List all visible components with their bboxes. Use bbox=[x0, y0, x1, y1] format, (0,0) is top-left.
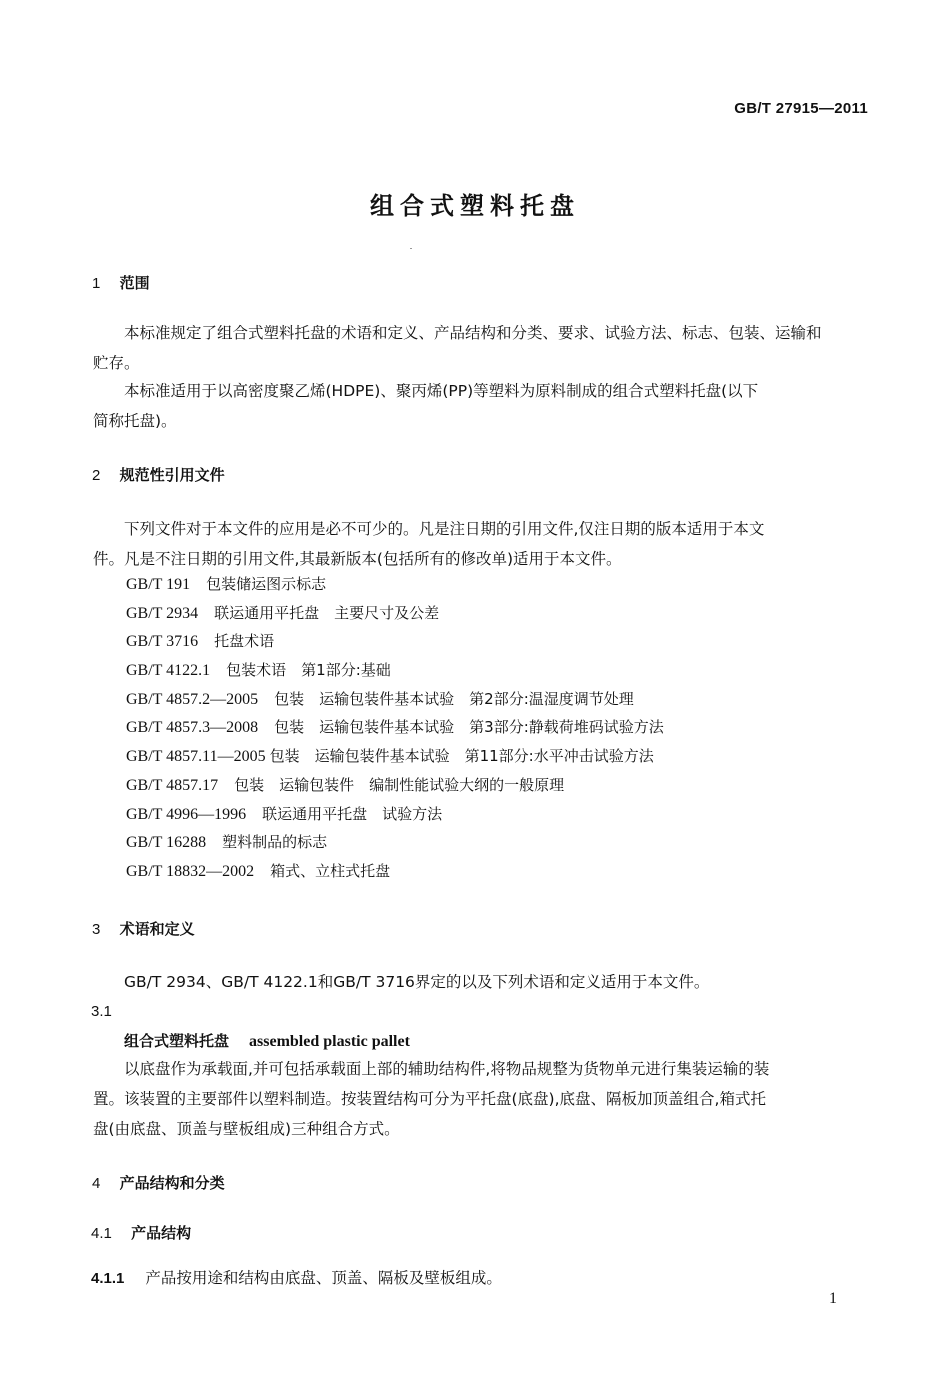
reference-code: GB/T 18832—2002 bbox=[126, 862, 255, 880]
section-title: 规范性引用文件 bbox=[119, 466, 225, 484]
term-entry bbox=[124, 1030, 410, 1051]
section-2-intro bbox=[93, 514, 873, 574]
reference-item bbox=[126, 599, 664, 628]
section-number: 2 bbox=[92, 467, 101, 484]
term-definition bbox=[93, 1054, 873, 1144]
reference-code: GB/T 4996—1996 bbox=[126, 805, 247, 823]
section-4-heading bbox=[92, 1172, 225, 1193]
section-3-heading bbox=[92, 918, 195, 939]
paragraph-line: 简称托盘)。 bbox=[93, 412, 177, 430]
reference-code: GB/T 3716 bbox=[126, 633, 199, 651]
normative-references-list bbox=[126, 570, 664, 886]
paragraph-line: 件。凡是不注日期的引用文件,其最新版本(包括所有的修改单)适用于本文件。 bbox=[93, 550, 622, 568]
reference-code: GB/T 191 bbox=[126, 576, 191, 593]
reference-title: 箱式、立柱式托盘 bbox=[270, 861, 391, 880]
section-title: 术语和定义 bbox=[119, 920, 195, 938]
section-1-paragraph-2 bbox=[93, 376, 873, 436]
reference-code: GB/T 4122.1 bbox=[126, 662, 211, 680]
term-english: assembled plastic pallet bbox=[249, 1033, 410, 1050]
reference-item bbox=[126, 627, 664, 656]
reference-item bbox=[126, 771, 664, 800]
reference-title: 包装 运输包装件基本试验 第3部分:静载荷堆码试验方法 bbox=[274, 718, 664, 737]
reference-item bbox=[126, 570, 664, 599]
reference-title: 包装术语 第1部分:基础 bbox=[226, 661, 391, 680]
reference-title: 包装 运输包装件基本试验 第11部分:水平冲击试验方法 bbox=[269, 747, 654, 766]
reference-code: GB/T 16288 bbox=[126, 834, 207, 852]
reference-code: GB/T 4857.11—2005 bbox=[126, 748, 266, 766]
reference-item bbox=[126, 656, 664, 685]
section-title: 范围 bbox=[119, 274, 150, 292]
reference-code: GB/T 4857.17 bbox=[126, 776, 219, 794]
subsection-title: 产品结构 bbox=[131, 1224, 192, 1242]
reference-item bbox=[126, 800, 664, 829]
reference-title: 托盘术语 bbox=[214, 632, 275, 651]
paragraph-line: 以底盘作为承载面,并可包括承载面上部的辅助结构件,将物品规整为货物单元进行集装运输的装 bbox=[124, 1060, 770, 1078]
page-number: 1 bbox=[829, 1290, 837, 1307]
section-1-heading bbox=[92, 272, 150, 293]
reference-code: GB/T 4857.3—2008 bbox=[126, 719, 259, 737]
term-chinese: 组合式塑料托盘 bbox=[124, 1032, 230, 1050]
section-1-paragraph-1 bbox=[93, 318, 873, 378]
reference-item bbox=[126, 685, 664, 714]
reference-title: 联运通用平托盘 试验方法 bbox=[262, 804, 443, 823]
reference-code: GB/T 2934 bbox=[126, 604, 199, 622]
item-text: 产品按用途和结构由底盘、顶盖、隔板及壁板组成。 bbox=[145, 1269, 502, 1287]
reference-title: 包装储运图示标志 bbox=[206, 575, 327, 593]
item-4-1-1 bbox=[91, 1266, 502, 1288]
reference-title: 包装 运输包装件基本试验 第2部分:温湿度调节处理 bbox=[274, 689, 634, 708]
subsection-4-1-heading bbox=[91, 1222, 191, 1243]
section-title: 产品结构和分类 bbox=[119, 1174, 225, 1192]
paragraph-line: 贮存。 bbox=[93, 354, 140, 372]
paragraph-line: 本标准适用于以高密度聚乙烯(HDPE)、聚丙烯(PP)等塑料为原料制成的组合式塑料托盘(以下 bbox=[124, 382, 759, 400]
standard-code: GB/T 27915—2011 bbox=[734, 100, 868, 117]
reference-item bbox=[126, 713, 664, 742]
subsection-3-1-number bbox=[91, 1002, 112, 1020]
paragraph-line: 本标准规定了组合式塑料托盘的术语和定义、产品结构和分类、要求、试验方法、标志、包装、运输和 bbox=[124, 324, 822, 342]
reference-item bbox=[126, 742, 664, 771]
paragraph-line: 下列文件对于本文件的应用是必不可少的。凡是注日期的引用文件,仅注日期的版本适用于本文 bbox=[124, 520, 765, 538]
reference-item bbox=[126, 828, 664, 857]
reference-item bbox=[126, 857, 664, 886]
section-3-intro bbox=[124, 967, 709, 997]
paragraph-line: GB/T 2934、GB/T 4122.1和GB/T 3716界定的以及下列术语和定义适用于本文件。 bbox=[124, 973, 710, 991]
section-number: 4 bbox=[92, 1175, 101, 1192]
reference-title: 包装 运输包装件 编制性能试验大纲的一般原理 bbox=[234, 775, 565, 794]
section-number: 1 bbox=[92, 275, 101, 292]
section-number: 3 bbox=[92, 921, 101, 938]
paragraph-line: 盘(由底盘、顶盖与壁板组成)三种组合方式。 bbox=[93, 1120, 400, 1138]
section-2-heading bbox=[92, 464, 225, 485]
subsection-number: 4.1 bbox=[91, 1225, 112, 1242]
decorative-dot bbox=[410, 248, 412, 249]
paragraph-line: 置。该装置的主要部件以塑料制造。按装置结构可分为平托盘(底盘),底盘、隔板加顶盖组合,箱式托 bbox=[93, 1090, 766, 1108]
item-number: 4.1.1 bbox=[91, 1270, 125, 1287]
subsection-number: 3.1 bbox=[91, 1003, 112, 1020]
reference-title: 塑料制品的标志 bbox=[222, 833, 328, 852]
reference-code: GB/T 4857.2—2005 bbox=[126, 690, 259, 708]
reference-title: 联运通用平托盘 主要尺寸及公差 bbox=[214, 603, 440, 622]
document-title: 组合式塑料托盘 bbox=[370, 192, 580, 220]
